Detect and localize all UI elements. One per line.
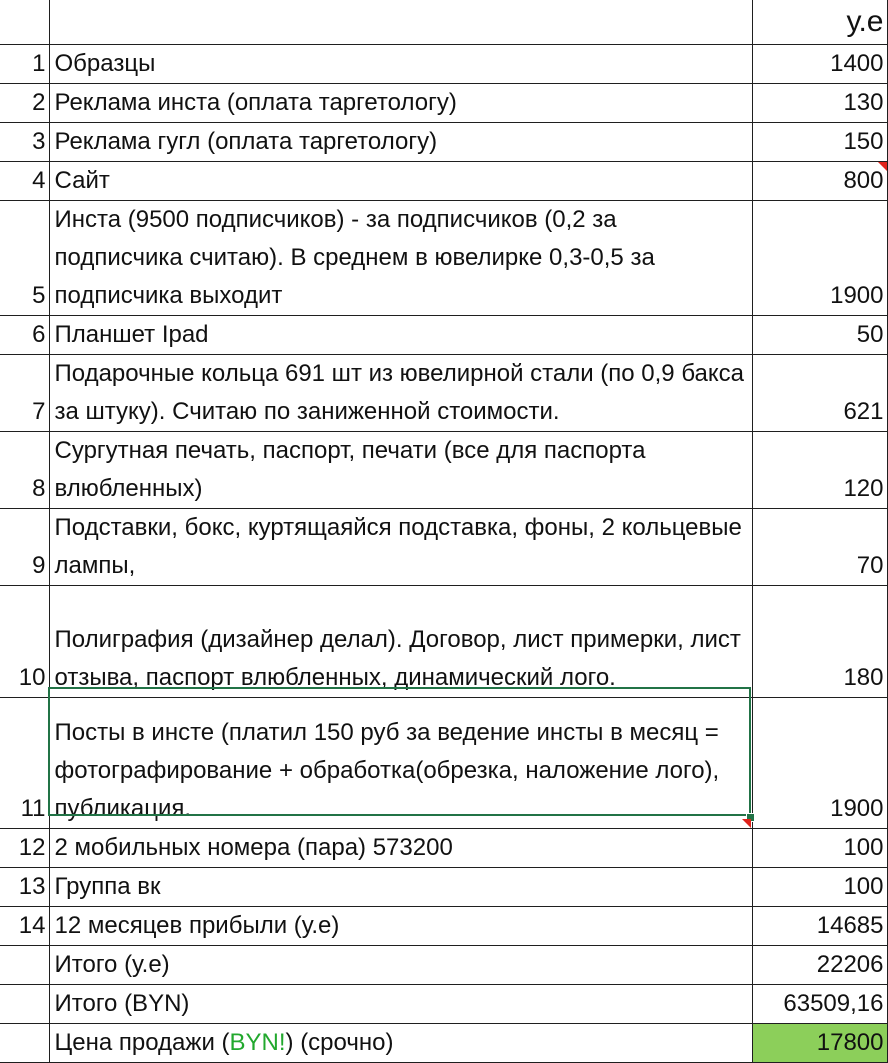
selected-description-cell[interactable]: Посты в инсте (платил 150 руб за ведение инсты в месяц = фотографирование + обработка(обрезка, наложение лого), публикация. [49,698,752,829]
table-row [0,84,887,123]
description-cell[interactable]: Реклама гугл (оплата таргетологу) [49,123,752,162]
table-row [0,698,887,829]
row-number-cell[interactable]: 5 [0,201,49,316]
value-cell[interactable]: 14685 [752,907,887,946]
row-number-cell[interactable] [0,0,49,45]
total-ue-row [0,946,887,985]
comment-indicator-icon[interactable] [742,819,751,828]
row-number-cell[interactable] [0,1024,49,1063]
total-ue-label[interactable]: Итого (у.е) [49,946,752,985]
table-row [0,123,887,162]
description-cell[interactable]: Полиграфия (дизайнер делал). Договор, лист примерки, лист отзыва, паспорт влюбленных, динамический лого. [49,586,752,698]
sale-label-highlight: BYN! [229,1029,286,1056]
table-row [0,907,887,946]
row-number-cell[interactable]: 2 [0,84,49,123]
value-cell[interactable]: 180 [752,586,887,698]
table-row [0,829,887,868]
row-number-cell[interactable]: 7 [0,355,49,432]
table-row [0,868,887,907]
description-cell[interactable]: Подарочные кольца 691 шт из ювелирной стали (по 0,9 бакса за штуку). Считаю по заниженной стоимости. [49,355,752,432]
value-cell[interactable]: 70 [752,509,887,586]
value-cell[interactable]: 100 [752,868,887,907]
description-cell[interactable]: Подставки, бокс, куртящаяйся подставка, фоны, 2 кольцевые лампы, [49,509,752,586]
row-number-cell[interactable]: 6 [0,316,49,355]
row-number-cell[interactable] [0,946,49,985]
value-cell[interactable]: 130 [752,84,887,123]
description-cell[interactable]: Реклама инста (оплата таргетологу) [49,84,752,123]
row-number-cell[interactable]: 9 [0,509,49,586]
value-text: 800 [843,167,884,194]
description-cell[interactable]: 12 месяцев прибыли (у.е) [49,907,752,946]
total-byn-row [0,985,887,1024]
description-cell[interactable]: Планшет Ipad [49,316,752,355]
description-cell[interactable]: Образцы [49,45,752,84]
row-number-cell[interactable]: 10 [0,586,49,698]
row-number-cell[interactable]: 3 [0,123,49,162]
row-number-cell[interactable]: 1 [0,45,49,84]
value-cell[interactable]: 1900 [752,698,887,829]
total-byn-value[interactable]: 63509,16 [752,985,887,1024]
value-cell[interactable] [752,162,887,201]
row-number-cell[interactable]: 14 [0,907,49,946]
value-cell[interactable]: 120 [752,432,887,509]
value-cell[interactable]: 150 [752,123,887,162]
description-cell[interactable] [49,0,752,45]
table-row [0,509,887,586]
table-row [0,162,887,201]
table-row [0,355,887,432]
table-row [0,432,887,509]
table-row [0,586,887,698]
total-byn-label[interactable]: Итого (BYN) [49,985,752,1024]
row-number-cell[interactable]: 13 [0,868,49,907]
value-cell[interactable]: 1400 [752,45,887,84]
description-cell[interactable]: 2 мобильных номера (пара) 573200 [49,829,752,868]
table-row [0,45,887,84]
row-number-cell[interactable] [0,985,49,1024]
description-cell[interactable]: Инста (9500 подписчиков) - за подписчиков (0,2 за подписчика считаю). В среднем в ювелирке 0,3-0,5 за подписчика выходит [49,201,752,316]
table-row [0,201,887,316]
value-cell[interactable]: 621 [752,355,887,432]
row-number-cell[interactable]: 4 [0,162,49,201]
description-cell[interactable]: Сайт [49,162,752,201]
value-cell[interactable]: 100 [752,829,887,868]
description-cell[interactable]: Группа вк [49,868,752,907]
sale-price-value[interactable]: 17800 [752,1024,887,1063]
table-row [0,316,887,355]
value-cell[interactable]: 50 [752,316,887,355]
total-ue-value[interactable]: 22206 [752,946,887,985]
row-number-cell[interactable]: 8 [0,432,49,509]
row-number-cell[interactable]: 12 [0,829,49,868]
description-cell[interactable]: Сургутная печать, паспорт, печати (все для паспорта влюбленных) [49,432,752,509]
sale-label-prefix: Цена продажи ( [54,1029,230,1056]
sale-price-row [0,1024,887,1063]
row-number-cell[interactable]: 11 [0,698,49,829]
comment-indicator-icon[interactable] [878,162,887,171]
header-row [0,0,887,45]
value-cell[interactable]: 1900 [752,201,887,316]
unit-header-cell[interactable]: у.е [752,0,887,45]
sale-price-label[interactable] [49,1024,752,1063]
sale-label-suffix: ) (срочно) [285,1029,394,1056]
